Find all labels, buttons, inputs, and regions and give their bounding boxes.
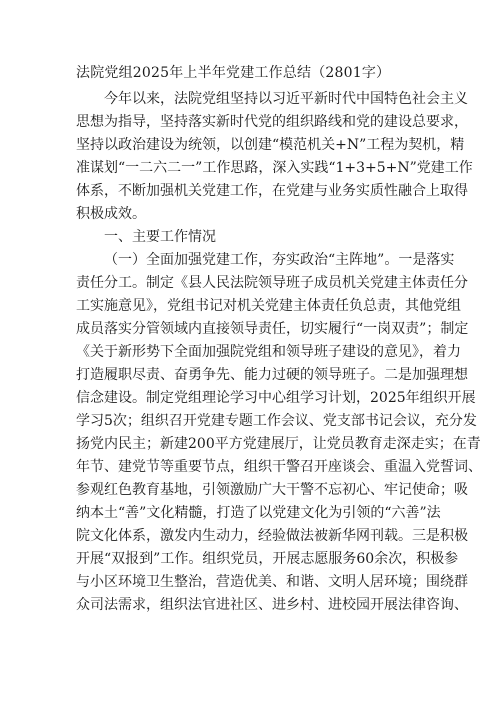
paragraph-line: 思想为指导，坚持落实新时代党的组织路线和党的建设总要求， [76,114,468,130]
paragraph-line: 坚持以政治建设为统领，以创建“模范机关+N”工程为契机，精 [76,137,465,153]
paragraph-line: 扬党内民主；新建200平方党建展厅，让党员教育走深走实；在青 [76,436,481,452]
paragraph-line: 参观红色教育基地，引领激励广大干警不忘初心、牢记使命；吸 [76,482,468,498]
paragraph-line: 学习5次；组织召开党建专题工作会议、党支部书记会议，充分发 [76,413,477,429]
section-heading: 一、主要工作情况 [104,229,216,245]
paragraph-line: 工实施意见》，党组书记对机关党建主体责任负总责，其他党组 [76,298,461,314]
document-title: 法院党组2025年上半年党建工作总结（2801字） [76,65,391,81]
paragraph-line: 纳本土“善”文化精髓，打造了以党建文化为引领的“六善”法 [76,505,441,521]
paragraph-line: （一）全面加强党建工作，夯实政治“主阵地”。一是落实 [104,252,455,268]
paragraph-line: 与小区环境卫生整治，营造优美、和谐、文明人居环境；围绕群 [76,574,468,590]
paragraph-line: 年节、建党节等重要节点，组织干警召开座谈会、重温入党誓词、 [76,459,482,475]
paragraph-line: 信念建设。制定党组理论学习中心组学习计划，2025年组织开展 [76,390,476,406]
paragraph-line: 积极成效。 [76,206,146,222]
paragraph-line: 众司法需求，组织法官进社区、进乡村、进校园开展法律咨询、 [76,597,468,613]
paragraph-line: 今年以来，法院党组坚持以习近平新时代中国特色社会主义 [104,91,468,107]
paragraph-line: 开展“双报到”工作。组织党员，开展志愿服务60余次，积极参 [76,551,459,567]
document-body [76,88,482,617]
paragraph-line: 院文化体系，激发内生动力，经验做法被新华网刊载。三是积极 [76,528,468,544]
paragraph-line: 责任分工。制定《县人民法院领导班子成员机关党建主体责任分 [76,275,468,291]
paragraph-line: 《关于新形势下全面加强院党组和领导班子建设的意见》，着力 [76,344,461,360]
paragraph-line: 成员落实分管领域内直接领导责任，切实履行“一岗双责”；制定 [76,321,469,337]
paragraph-line: 体系，不断加强机关党建工作，在党建与业务实质性融合上取得 [76,183,468,199]
paragraph-line: 准谋划“一二六二一”工作思路，深入实践“1+3+5+N”党建工作 [76,160,473,176]
paragraph-line: 打造履职尽责、奋勇争先、能力过硬的领导班子。二是加强理想 [76,367,468,383]
